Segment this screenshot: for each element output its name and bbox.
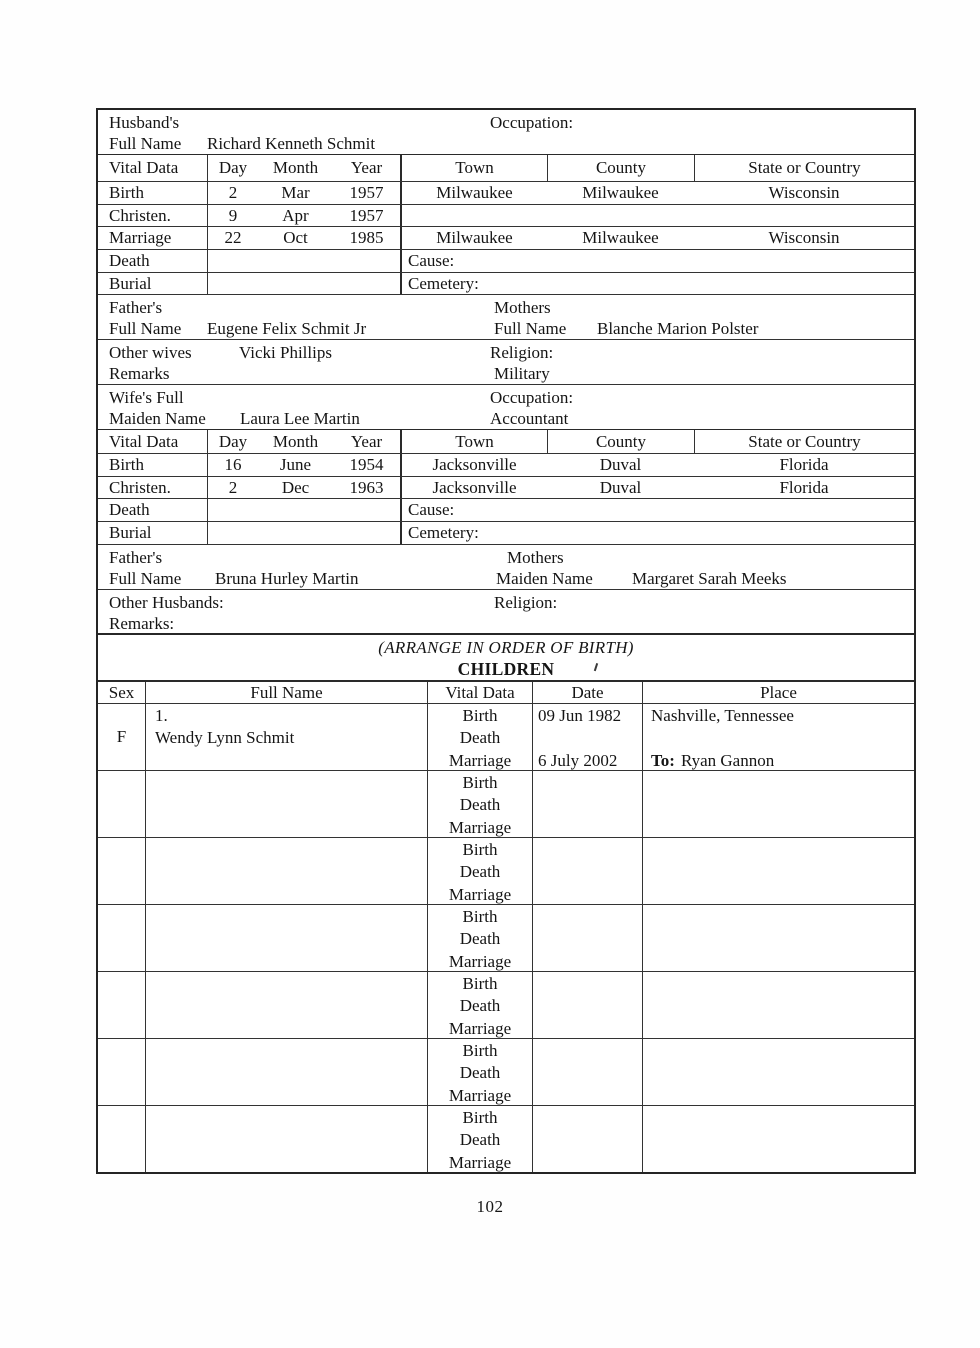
other-wives-label: Other wives xyxy=(109,343,192,362)
child-number: 1. xyxy=(155,706,168,725)
child-row-4 xyxy=(98,904,914,971)
vital-data-header: Vital Data xyxy=(109,432,179,451)
husband-remarks-label: Remarks xyxy=(109,364,170,383)
vital-header-row xyxy=(98,429,914,453)
husband-christen-day: 9 xyxy=(228,206,238,225)
wife-label-line1: Wife's Full xyxy=(109,388,184,407)
town-header: Town xyxy=(455,432,494,451)
husband-christen-year: 1957 xyxy=(349,206,384,225)
other-wives-value: Vicki Phillips xyxy=(239,343,332,362)
marriage-label: Marriage xyxy=(448,750,512,770)
marriage-label: Marriage xyxy=(448,884,512,904)
christen-label: Christen. xyxy=(109,478,171,497)
cemetery-label: Cemetery: xyxy=(408,523,479,542)
husband-mother-label1: Mothers xyxy=(494,298,551,317)
child-row-5 xyxy=(98,971,914,1038)
husband-label-line1: Husband's xyxy=(109,113,180,132)
husband-christen-month: Apr xyxy=(282,206,309,225)
child-birth-date: 09 Jun 1982 xyxy=(538,706,622,725)
wife-death-row xyxy=(98,498,914,521)
child-spouse: Ryan Gannon xyxy=(680,750,775,770)
wife-burial-row xyxy=(98,521,914,544)
death-label: Death xyxy=(109,500,150,519)
marriage-label: Marriage xyxy=(448,951,512,971)
husband-religion-label: Religion: xyxy=(490,343,554,362)
vital-header-row xyxy=(98,154,914,181)
birth-label: Birth xyxy=(109,183,144,202)
wife-christen-county: Duval xyxy=(599,478,642,497)
year-header: Year xyxy=(350,432,383,451)
wife-birth-county: Duval xyxy=(599,455,642,474)
wife-vital-table xyxy=(98,429,914,544)
marriage-label: Marriage xyxy=(109,228,172,247)
husband-father-label2: Full Name xyxy=(109,319,182,338)
wife-birth-row xyxy=(98,453,914,476)
burial-label: Burial xyxy=(109,274,152,293)
child-row-7 xyxy=(98,1105,914,1172)
husband-label-line2: Full Name xyxy=(109,134,182,153)
husband-christen-row xyxy=(98,204,914,226)
husband-birth-year: 1957 xyxy=(349,183,384,202)
wife-christen-state: Florida xyxy=(779,478,829,497)
husband-marriage-county: Milwaukee xyxy=(582,228,659,247)
wife-name: Laura Lee Martin xyxy=(240,409,360,428)
wife-mother-label2: Maiden Name xyxy=(496,569,593,588)
wife-birth-town: Jacksonville xyxy=(432,455,517,474)
place-header: Place xyxy=(642,682,914,703)
death-label: Death xyxy=(459,728,501,748)
husband-birth-state: Wisconsin xyxy=(768,183,840,202)
wife-christen-year: 1963 xyxy=(349,478,384,497)
children-table xyxy=(98,680,914,1172)
husband-father-label1: Father's xyxy=(109,298,163,317)
birth-label: Birth xyxy=(462,706,498,725)
wife-christen-town: Jacksonville xyxy=(432,478,517,497)
marriage-label: Marriage xyxy=(448,1018,512,1038)
wife-occupation-label: Occupation: xyxy=(490,388,574,407)
death-label: Death xyxy=(459,1130,501,1150)
wife-birth-state: Florida xyxy=(779,455,829,474)
child-row-3 xyxy=(98,837,914,904)
husband-vital-table xyxy=(98,154,914,294)
arrange-note: (ARRANGE IN ORDER OF BIRTH) xyxy=(98,633,914,658)
burial-label: Burial xyxy=(109,523,152,542)
wife-name-section xyxy=(98,384,914,429)
birth-label: Birth xyxy=(109,455,144,474)
cause-label: Cause: xyxy=(408,251,455,270)
child-marriage-date: 6 July 2002 xyxy=(538,750,618,770)
date-header: Date xyxy=(532,682,642,703)
birth-label: Birth xyxy=(462,840,498,859)
wife-remarks-label: Remarks: xyxy=(109,614,175,633)
husband-parents-section xyxy=(98,294,914,339)
wife-father-label2: Full Name xyxy=(109,569,182,588)
husband-burial-row xyxy=(98,272,914,294)
vitaldata-header: Vital Data xyxy=(427,682,532,703)
death-label: Death xyxy=(459,795,501,815)
wife-christen-row xyxy=(98,476,914,498)
husband-military-label: Military xyxy=(494,364,550,383)
husband-name: Richard Kenneth Schmit xyxy=(207,134,376,153)
other-husbands-label: Other Husbands: xyxy=(109,593,224,612)
husband-mother-label2: Full Name xyxy=(494,319,567,338)
children-header-row xyxy=(98,680,914,703)
child-row-2 xyxy=(98,770,914,837)
day-header: Day xyxy=(218,158,248,177)
vital-data-header: Vital Data xyxy=(109,158,179,177)
death-label: Death xyxy=(459,996,501,1016)
death-label: Death xyxy=(459,862,501,882)
christen-label: Christen. xyxy=(109,206,171,225)
birth-label: Birth xyxy=(462,907,498,926)
child-birth-place: Nashville, Tennessee xyxy=(651,706,794,725)
child-sex: F xyxy=(116,727,127,746)
stray-pen-mark xyxy=(594,663,598,671)
page-number: 102 xyxy=(476,1197,504,1216)
children-title: CHILDREN xyxy=(457,659,555,679)
children-title-row xyxy=(98,658,914,680)
town-header: Town xyxy=(455,158,494,177)
wife-parents-section xyxy=(98,544,914,589)
marriage-label: Marriage xyxy=(448,1152,512,1172)
family-group-sheet xyxy=(96,108,916,1174)
child-name: Wendy Lynn Schmit xyxy=(155,728,295,748)
county-header: County xyxy=(547,155,694,181)
month-header: Month xyxy=(272,158,319,177)
marriage-label: Marriage xyxy=(448,1085,512,1105)
wife-christen-day: 2 xyxy=(228,478,238,497)
husband-occupation-label: Occupation: xyxy=(490,113,574,132)
death-label: Death xyxy=(109,251,150,270)
wife-christen-month: Dec xyxy=(281,478,310,497)
fullname-header: Full Name xyxy=(145,682,427,703)
cemetery-label: Cemetery: xyxy=(408,274,479,293)
wife-father-label1: Father's xyxy=(109,548,163,567)
husband-birth-county: Milwaukee xyxy=(582,183,659,202)
wife-occupation-value: Accountant xyxy=(490,409,569,428)
birth-label: Birth xyxy=(462,974,498,993)
child-row-6 xyxy=(98,1038,914,1105)
marriage-label: Marriage xyxy=(448,817,512,837)
month-header: Month xyxy=(272,432,319,451)
husband-birth-row xyxy=(98,181,914,204)
wife-mother-label1: Mothers xyxy=(507,548,564,567)
sex-header: Sex xyxy=(108,683,135,702)
husband-mother-name: Blanche Marion Polster xyxy=(597,319,759,338)
husband-marriage-state: Wisconsin xyxy=(768,228,840,247)
husband-marriage-year: 1985 xyxy=(349,228,384,247)
child-marriage-to xyxy=(651,750,914,770)
wife-birth-day: 16 xyxy=(224,455,242,474)
husband-marriage-month: Oct xyxy=(283,228,308,247)
death-label: Death xyxy=(459,1063,501,1083)
husband-marriage-day: 22 xyxy=(224,228,242,247)
birth-label: Birth xyxy=(462,1108,498,1127)
husband-marriage-row xyxy=(98,226,914,249)
cause-label: Cause: xyxy=(408,500,455,519)
wife-mother-name: Margaret Sarah Meeks xyxy=(632,569,787,588)
to-label: To: xyxy=(651,750,675,770)
state-header: State or Country xyxy=(694,430,914,453)
husband-death-row xyxy=(98,249,914,272)
husband-father-name: Eugene Felix Schmit Jr xyxy=(207,319,367,338)
husband-birth-month: Mar xyxy=(281,183,310,202)
wife-religion-label: Religion: xyxy=(494,593,558,612)
husband-birth-town: Milwaukee xyxy=(436,183,513,202)
birth-label: Birth xyxy=(462,773,498,792)
day-header: Day xyxy=(218,432,248,451)
birth-label: Birth xyxy=(462,1041,498,1060)
wife-birth-year: 1954 xyxy=(349,455,384,474)
county-header: County xyxy=(547,430,694,453)
husband-birth-day: 2 xyxy=(228,183,238,202)
wife-father-name: Bruna Hurley Martin xyxy=(215,569,359,588)
husband-other-wives-section xyxy=(98,339,914,384)
death-label: Death xyxy=(459,929,501,949)
husband-name-section xyxy=(98,110,914,154)
year-header: Year xyxy=(350,158,383,177)
state-header: State or Country xyxy=(694,155,914,181)
child-row-1 xyxy=(98,703,914,770)
wife-label-line2: Maiden Name xyxy=(109,409,206,428)
wife-birth-month: June xyxy=(279,455,312,474)
wife-other-husbands-section xyxy=(98,589,914,633)
husband-marriage-town: Milwaukee xyxy=(436,228,513,247)
